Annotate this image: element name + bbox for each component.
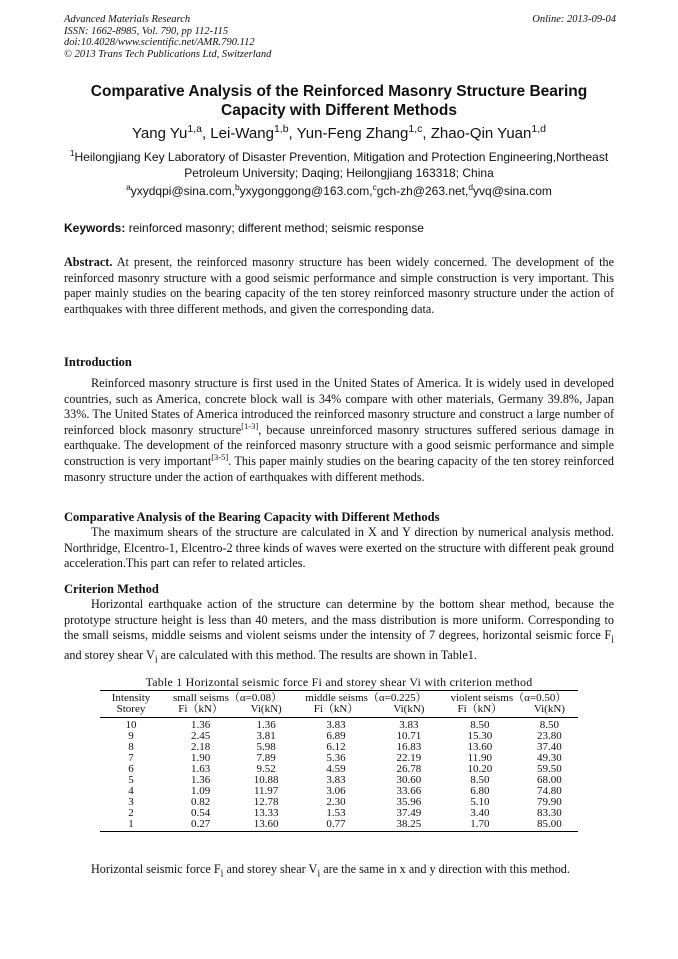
author-list: Yang Yu$^{1,a}$, Lei-Wang$^{1,b}$, Yun-Feng Zhang$^{1,c}$, Zhao-Qin Yuan$^{1,d}$: [132, 123, 546, 142]
author-name: Yun-Feng Zhang: [296, 125, 409, 142]
value-cell: 1.36: [190, 719, 211, 731]
email-sup: b: [234, 182, 240, 192]
value-cell: 3.83: [399, 719, 419, 731]
keywords: [64, 221, 614, 235]
email-sup: c: [372, 182, 377, 192]
author-name: Yang Yu: [132, 125, 188, 142]
after-table-part: Horizontal seismic force F: [91, 862, 221, 876]
storey-cell: 5: [128, 774, 134, 786]
value-cell: 6.80: [470, 785, 490, 797]
value-cell: 2.18: [190, 741, 211, 753]
abstract-text: At present, the reinforced masonry structure has been widely concerned. The development of the reinforced masonry structure with a good seismic performance and simple construction is very important. This paper mainly studies on the bearing capacity of the ten storey reinforced masonry structure under the action of earthquakes with three different methods, and given the corresponding data.: [64, 255, 614, 316]
value-cell: 5.98: [256, 741, 276, 753]
value-cell: 5.10: [470, 796, 490, 808]
journal-name: Advanced Materials Research: [64, 14, 191, 25]
email-sup: d: [468, 182, 474, 192]
subscript: i: [154, 654, 158, 666]
value-cell: 8.50: [470, 719, 490, 731]
value-cell: 11.90: [467, 752, 492, 764]
affiliation-sup: 1: [69, 148, 75, 158]
affiliation: [64, 150, 614, 181]
email-link[interactable]: yxygonggong@163.com,: [239, 184, 373, 198]
keywords-text: reinforced masonry; different method; seismic response: [125, 221, 424, 235]
storey-cell: 1: [100, 819, 162, 832]
value-cell: 3.81: [256, 730, 276, 742]
criterion-text: are calculated with this method. The results are shown in Table1.: [157, 648, 477, 663]
seismic-table: [100, 690, 578, 832]
value-cell: 3.06: [326, 785, 346, 797]
affiliation-text: Heilongjiang Key Laboratory of Disaster Prevention, Mitigation and Protection Engineering,Northeast Petroleum University; Daqing; Heilongjiang 163318; China: [74, 150, 609, 180]
email-link[interactable]: gch-zh@263.net,: [376, 184, 469, 198]
value-cell: 5.36: [326, 752, 346, 764]
intro-text: , because unreinforced masonry structures suffered serious damage in earthquake. The development of the reinforced masonry structure with a good seismic performance and simple construction is very important: [64, 422, 614, 468]
email-link[interactable]: yxydqpi@sina.com,: [130, 184, 235, 198]
criterion-text: and storey shear V: [64, 648, 155, 663]
header-small-seisms: small seisms（α=0.08）: [162, 691, 293, 705]
abstract-label: Abstract.: [64, 255, 113, 269]
criterion-text: Horizontal earthquake action of the structure can determine by the bottom shear method, because the prototype structure height is less than 40 meters, and the mass distribution is more uniform. Corresponding to the small seisms, middle seisms and violent seisms under the intensity of 7 degrees, horizontal seismic force F: [64, 597, 614, 643]
intro-text: Reinforced masonry structure is first used in the United States of America. It is widely used in developed countries, such as America, concrete block wall is 34% compare with other materials, Germany 39.8%, Japan 33%. The United States of America introduced the reinforced masonry structure and construct a large number of reinforced block masonry structure: [64, 376, 614, 437]
intro-text: . This paper mainly studies on the bearing capacity of the ten storey reinforced masonry structure under the action of earthquakes with different methods.: [64, 453, 614, 484]
storey-cell: 10: [125, 719, 137, 731]
table-title: Table 1 Horizontal seismic force Fi and storey shear Vi with criterion method: [145, 675, 533, 689]
table-body: [100, 718, 578, 832]
value-cell: 37.40: [537, 741, 562, 753]
header-fi: Fi（kN）: [293, 704, 379, 718]
table-header-row: [100, 691, 578, 705]
value-cell: 7.89: [256, 752, 276, 764]
value-cell: 3.83: [326, 774, 346, 786]
after-table-text: [64, 862, 614, 882]
header-intensity: Intensity: [100, 691, 162, 705]
table-row: [100, 819, 578, 832]
value-cell: 49.30: [537, 752, 562, 764]
table-subheader-row: [100, 704, 578, 718]
header-storey: Storey: [100, 704, 162, 718]
comparative-heading: Comparative Analysis of the Bearing Capacity with Different Methods: [64, 510, 440, 524]
citation-ref[interactable]: [1-3]: [241, 420, 259, 431]
introduction-heading: Introduction: [64, 355, 132, 369]
value-cell: 68.00: [537, 774, 562, 786]
value-cell: 0.27: [162, 819, 239, 832]
storey-cell: 4: [128, 785, 134, 797]
value-cell: 23.80: [537, 730, 562, 742]
after-table-part: are the same in x and y direction with this method.: [320, 862, 570, 876]
introduction-body: [64, 376, 614, 485]
value-cell: 85.00: [521, 819, 578, 832]
value-cell: 15.30: [467, 730, 493, 742]
value-cell: 13.60: [467, 741, 493, 753]
author-emails: [64, 184, 614, 198]
value-cell: 3.40: [470, 807, 490, 819]
storey-cell: 6: [128, 763, 134, 775]
value-cell: 2.45: [190, 730, 211, 742]
value-cell: 1.90: [190, 752, 211, 764]
value-cell: 12.78: [253, 796, 279, 808]
header-violent-seisms: violent seisms（α=0.50）: [439, 691, 578, 705]
value-cell: 2.30: [326, 796, 346, 808]
criterion-body: [64, 597, 614, 668]
header-vi: Vi(kN): [239, 704, 293, 718]
author-name: Lei-Wang: [210, 125, 274, 142]
value-cell: 83.30: [537, 807, 562, 819]
subscript: i: [220, 868, 224, 880]
author-sup: 1,a: [187, 123, 202, 135]
journal-doi: doi:10.4028/www.scientific.net/AMR.790.112: [64, 37, 255, 48]
subscript: i: [317, 868, 321, 880]
citation-ref[interactable]: [3-5]: [211, 451, 229, 462]
header-vi: Vi(kN): [521, 704, 578, 718]
value-cell: 10.71: [396, 730, 422, 742]
value-cell: 0.54: [190, 807, 211, 819]
value-cell: 74.80: [537, 785, 562, 797]
email-sup: a: [126, 182, 131, 192]
storey-cell: 3: [128, 796, 134, 808]
value-cell: 13.33: [253, 807, 279, 819]
value-cell: 16.83: [396, 741, 422, 753]
paper-title: Comparative Analysis of the Reinforced Masonry Structure Bearing Capacity with Different Methods: [90, 83, 588, 119]
value-cell: 1.36: [190, 774, 211, 786]
storey-cell: 8: [128, 741, 134, 753]
value-cell: 0.82: [190, 796, 211, 808]
value-cell: 6.12: [326, 741, 346, 753]
value-cell: 11.97: [253, 785, 279, 797]
author-name: Zhao-Qin Yuan: [430, 125, 532, 142]
comparative-body: The maximum shears of the structure are calculated in X and Y direction by numerical analysis method. Northridge, Elcentro-1, Elcentro-2 three kinds of waves were exerted on the structure with different peak ground acceleration.This part can refer to related articles.: [64, 525, 614, 571]
value-cell: 13.60: [239, 819, 293, 832]
value-cell: 4.59: [326, 763, 346, 775]
value-cell: 22.19: [396, 752, 422, 764]
after-table-part: and storey shear V: [223, 862, 318, 876]
value-cell: 35.96: [396, 796, 422, 808]
storey-cell: 2: [128, 807, 134, 819]
journal-issn: ISSN: 1662-8985, Vol. 790, pp 112-115: [64, 25, 229, 37]
value-cell: 37.49: [396, 807, 422, 819]
journal-copyright: © 2013 Trans Tech Publications Ltd, Switzerland: [64, 48, 272, 60]
table-row: [100, 718, 578, 732]
header-fi: Fi（kN）: [439, 704, 521, 718]
journal-header: [64, 14, 271, 60]
abstract: [64, 255, 614, 317]
value-cell: 33.66: [396, 785, 422, 797]
author-sup: 1,b: [273, 123, 289, 135]
value-cell: 10.20: [467, 763, 493, 775]
header-fi: Fi（kN）: [162, 704, 239, 718]
value-cell: 26.78: [396, 763, 422, 775]
value-cell: 30.60: [396, 774, 422, 786]
storey-cell: 9: [128, 730, 134, 742]
value-cell: 8.50: [470, 774, 490, 786]
value-cell: 79.90: [537, 796, 562, 808]
value-cell: 1.63: [190, 763, 211, 775]
storey-cell: 7: [128, 752, 134, 764]
author-sup: 1,d: [531, 123, 546, 135]
email-link[interactable]: yvq@sina.com: [473, 184, 552, 198]
header-vi: Vi(kN): [379, 704, 439, 718]
value-cell: 1.09: [190, 785, 211, 797]
value-cell: 9.52: [256, 763, 276, 775]
author-sup: 1,c: [408, 123, 423, 135]
value-cell: 8.50: [539, 719, 560, 731]
value-cell: 10.88: [253, 774, 279, 786]
online-date: Online: 2013-09-04: [532, 14, 616, 25]
value-cell: 0.77: [293, 819, 379, 832]
value-cell: 1.70: [439, 819, 521, 832]
keywords-label: Keywords:: [64, 221, 126, 235]
value-cell: 3.83: [326, 719, 346, 731]
value-cell: 59.50: [537, 763, 562, 775]
value-cell: 1.53: [326, 807, 346, 819]
value-cell: 1.36: [256, 719, 276, 731]
criterion-heading: Criterion Method: [64, 582, 159, 596]
value-cell: 38.25: [379, 819, 439, 832]
header-middle-seisms: middle seisms（α=0.225）: [293, 691, 439, 705]
value-cell: 6.89: [326, 730, 346, 742]
subscript: i: [611, 634, 614, 646]
